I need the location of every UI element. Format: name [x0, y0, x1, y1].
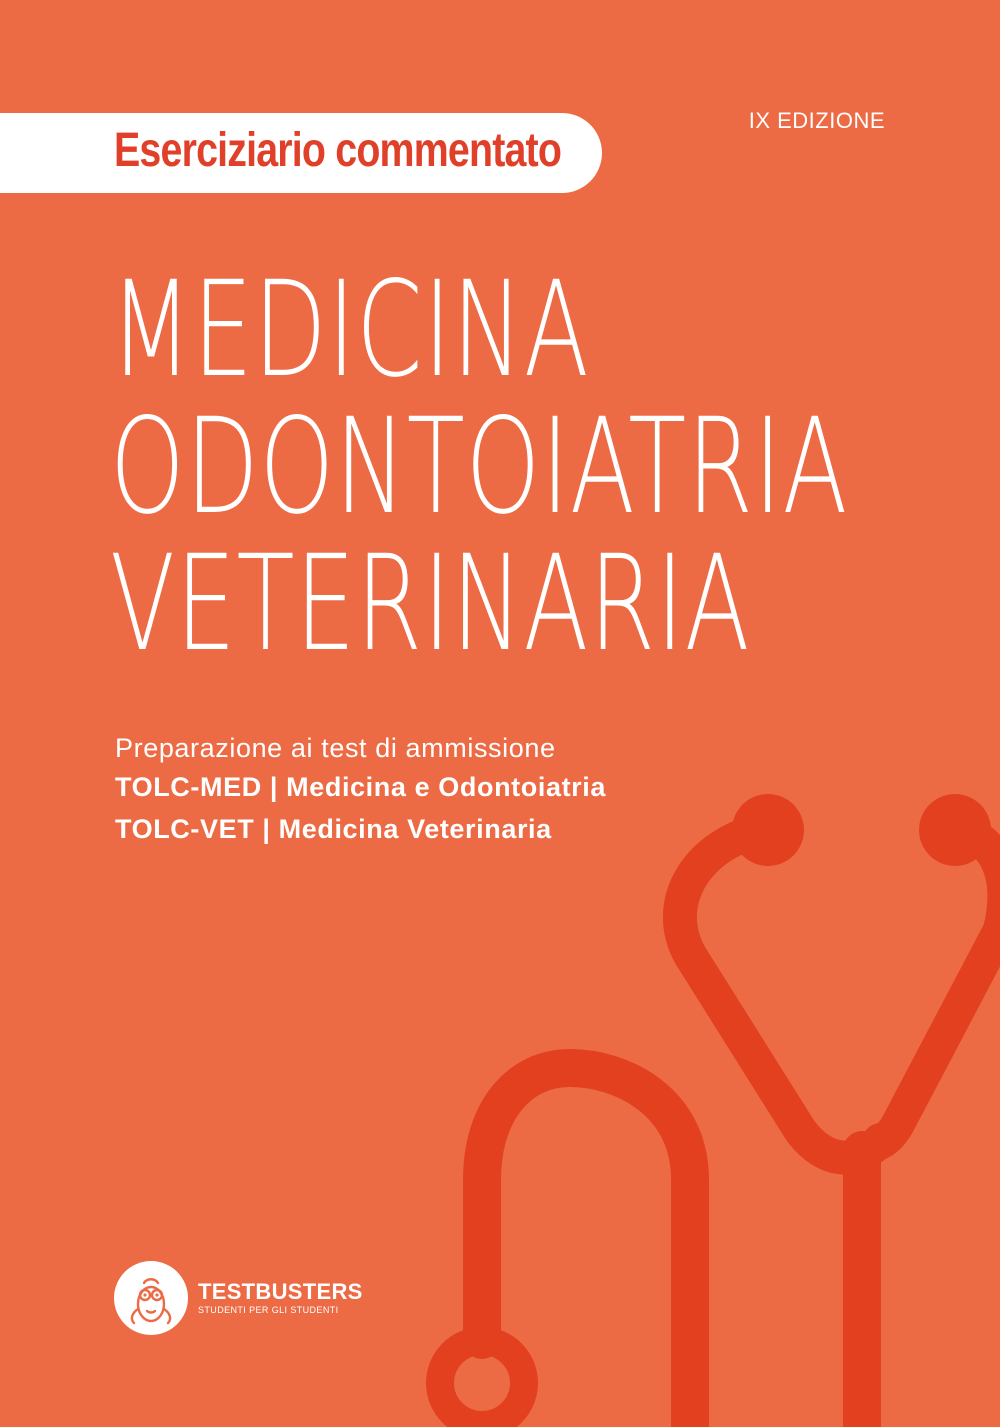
tag-label: Eserciziario commentato	[114, 124, 562, 177]
publisher-logo	[114, 1261, 363, 1335]
cover-subtitle	[115, 730, 606, 850]
logo-text	[198, 1280, 363, 1317]
mascot-logo-icon	[114, 1261, 188, 1335]
logo-name: TESTBUSTERS	[198, 1278, 363, 1304]
edition-label: IX EDIZIONE	[748, 108, 885, 133]
cover-title	[110, 253, 1000, 681]
title-line-medicina: MEDICINA	[110, 253, 590, 407]
title-line-veterinaria: VETERINARIA	[110, 527, 751, 681]
logo-tagline: STUDENTI PER GLI STUDENTI	[198, 1304, 339, 1315]
subtitle-intro: Preparazione ai test di ammissione	[115, 733, 556, 763]
tag-pill	[0, 113, 602, 193]
subtitle-tolc-med: TOLC-MED | Medicina e Odontoiatria	[115, 772, 606, 802]
title-line-odontoiatria: ODONTOIATRIA	[110, 390, 849, 544]
subtitle-tolc-vet: TOLC-VET | Medicina Veterinaria	[115, 814, 552, 844]
